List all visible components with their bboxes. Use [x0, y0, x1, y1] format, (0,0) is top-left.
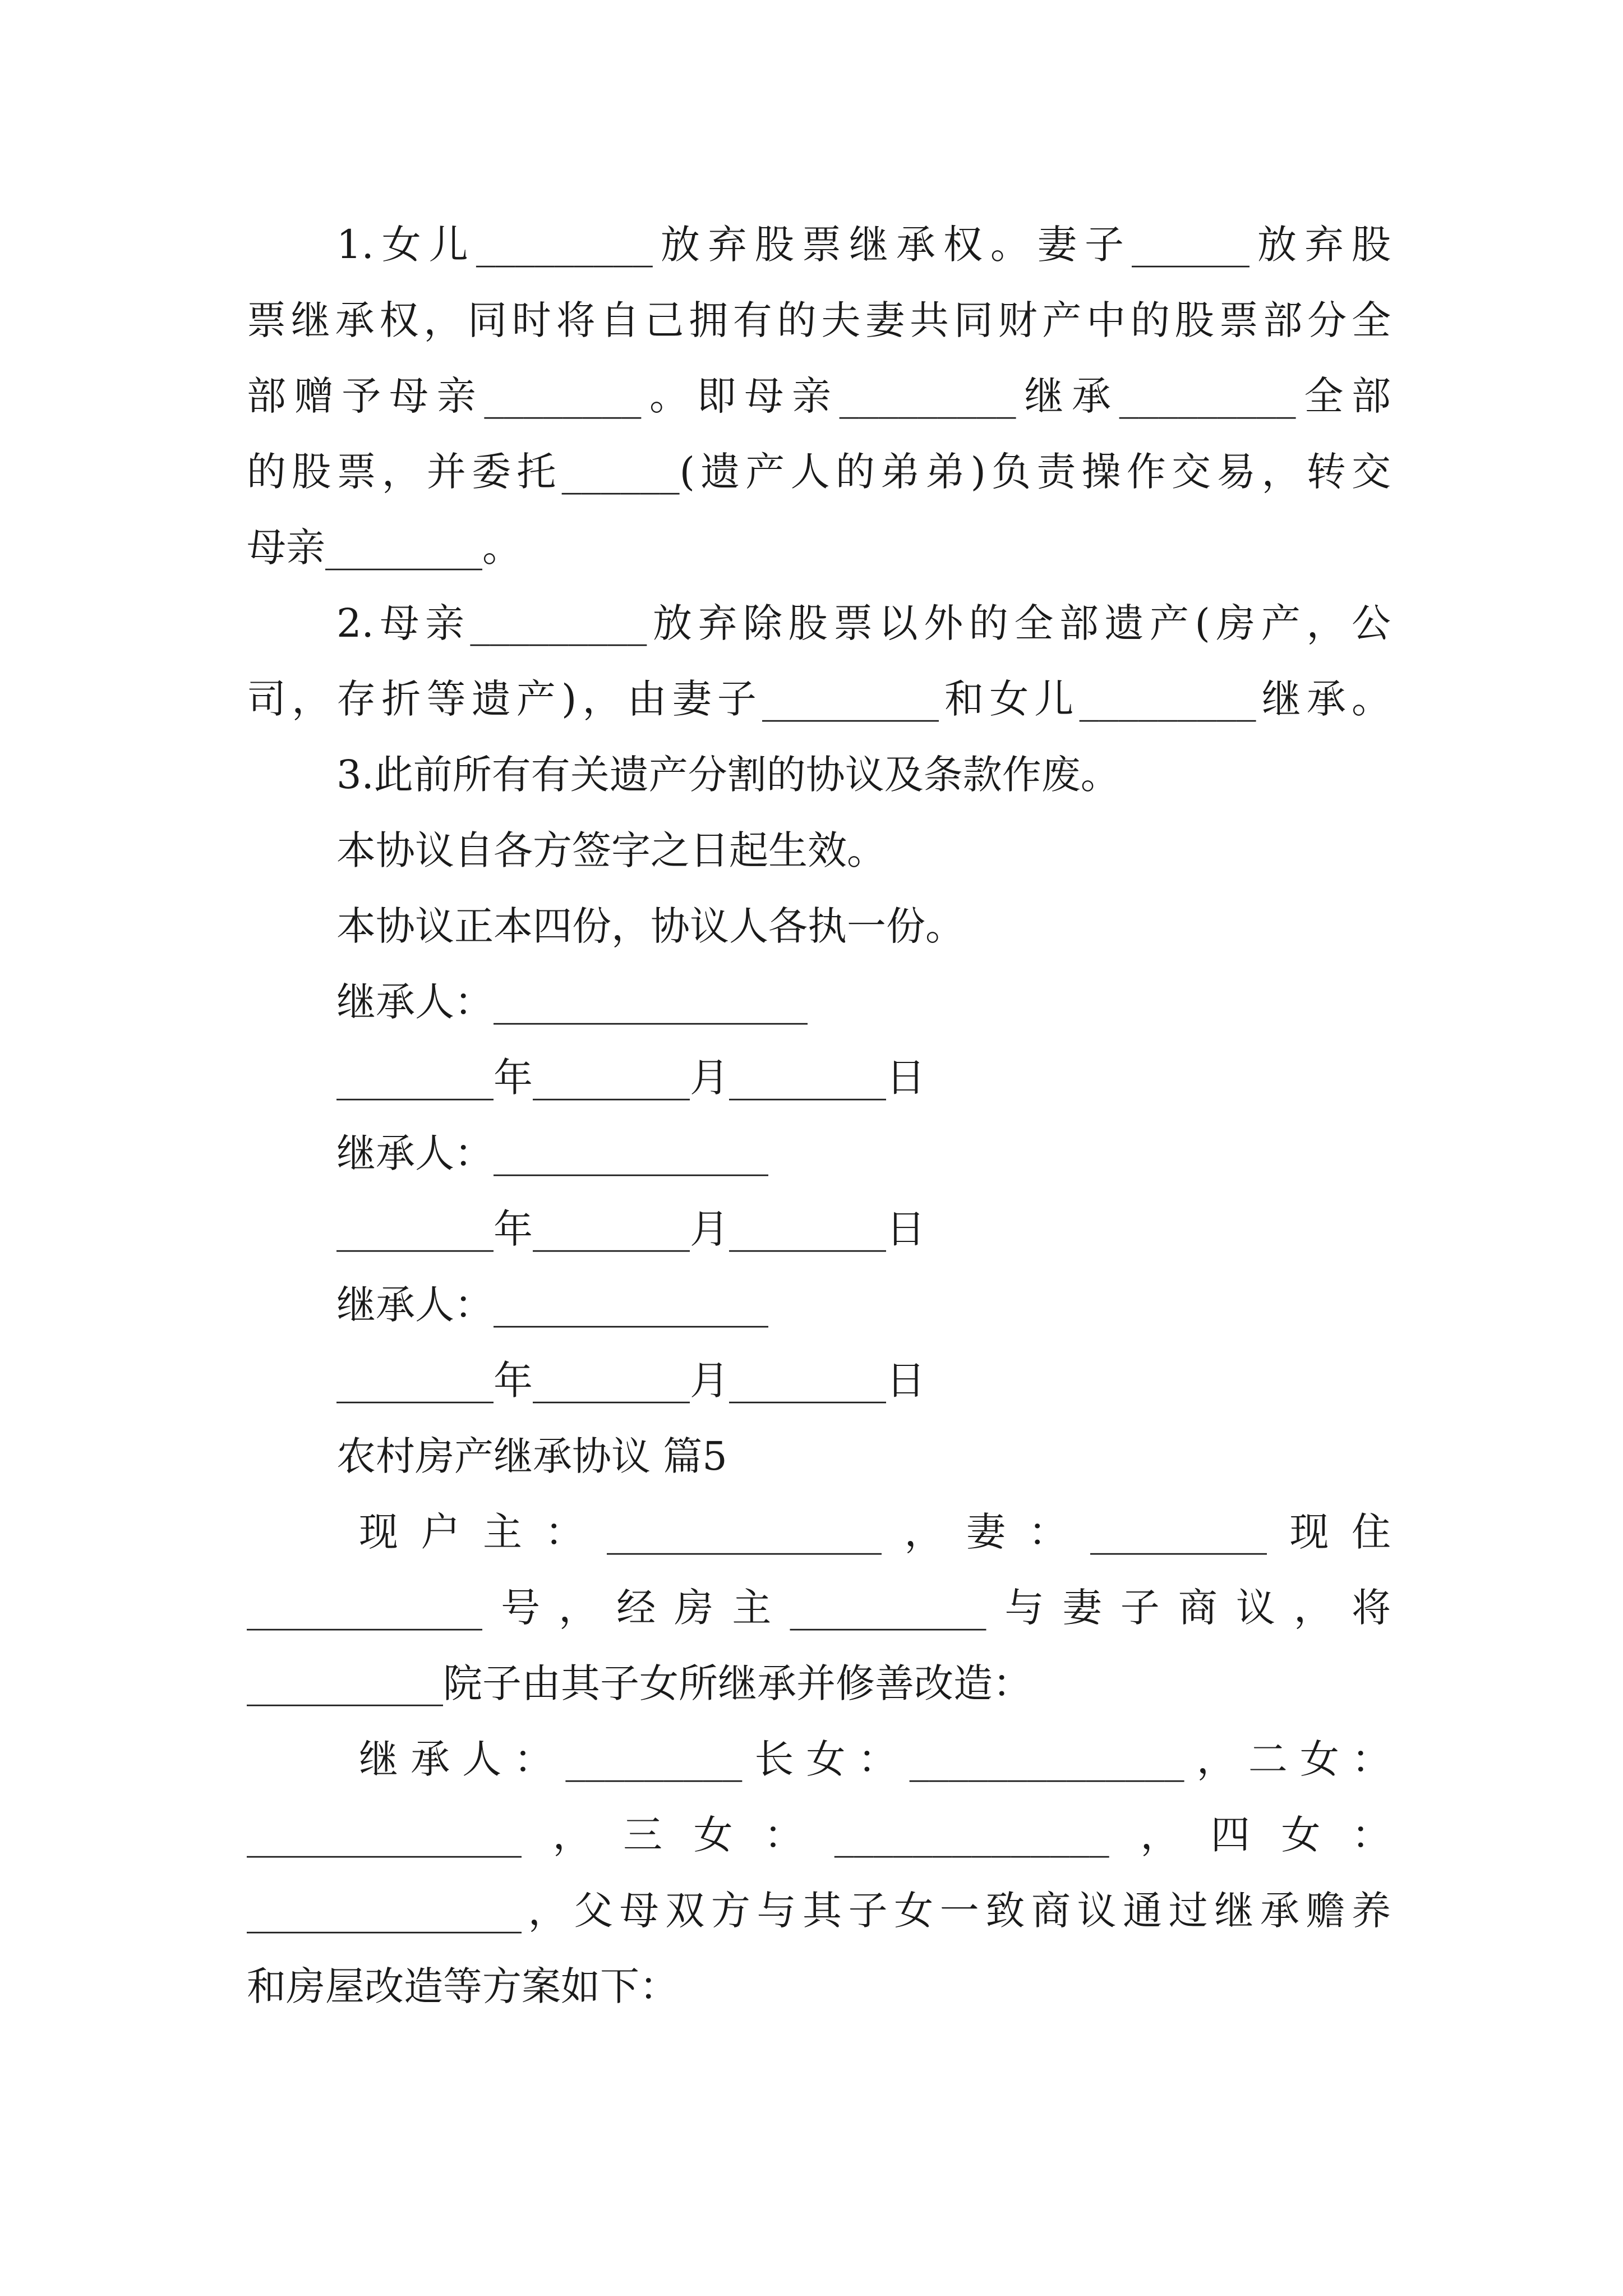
paragraph-line: 部赠予母亲________。即母亲_________继承_________全部 [247, 373, 1391, 419]
section-title: 农村房产继承协议 篇5 [336, 1433, 727, 1479]
paragraph-line: ______________，三女：______________，四女： [247, 1812, 1391, 1858]
paragraph-line: 本协议正本四份，协议人各执一份。 [336, 903, 965, 949]
signature-heir-line: 继承人：______________ [336, 1130, 768, 1176]
paragraph-line: 本协议自各方签字之日起生效。 [336, 827, 886, 873]
signature-heir-line: 继承人：________________ [336, 979, 808, 1025]
signature-heir-line: 继承人：______________ [336, 1282, 768, 1328]
paragraph-line: 3.此前所有有关遗产分割的协议及条款作废。 [336, 752, 1120, 798]
paragraph-line: 母亲________。 [247, 524, 522, 570]
paragraph-line: 现户主：______________，妻：_________现住 [359, 1509, 1391, 1555]
paragraph-line: 司，存折等遗产)，由妻子_________和女儿_________继承。 [247, 676, 1391, 722]
paragraph-line: 1.女儿_________放弃股票继承权。妻子______放弃股 [336, 222, 1391, 268]
paragraph-line: 的股票，并委托______(遗产人的弟弟)负责操作交易，转交 [247, 449, 1391, 495]
paragraph-line: __________院子由其子女所继承并修善改造： [247, 1660, 1032, 1706]
paragraph-line: 继承人：_________长女：______________，二女： [359, 1736, 1391, 1782]
paragraph-line: 2.母亲_________放弃除股票以外的全部遗产(房产，公 [336, 600, 1391, 646]
signature-date-line: ________年________月________日 [336, 1055, 925, 1101]
paragraph-line: ______________，父母双方与其子女一致商议通过继承赡养 [247, 1888, 1391, 1934]
paragraph-line: 和房屋改造等方案如下： [247, 1963, 679, 2009]
signature-date-line: ________年________月________日 [336, 1358, 925, 1404]
paragraph-line: ____________号，经房主__________与妻子商议，将 [247, 1585, 1391, 1631]
paragraph-line: 票继承权，同时将自己拥有的夫妻共同财产中的股票部分全 [247, 297, 1391, 343]
signature-date-line: ________年________月________日 [336, 1206, 925, 1252]
